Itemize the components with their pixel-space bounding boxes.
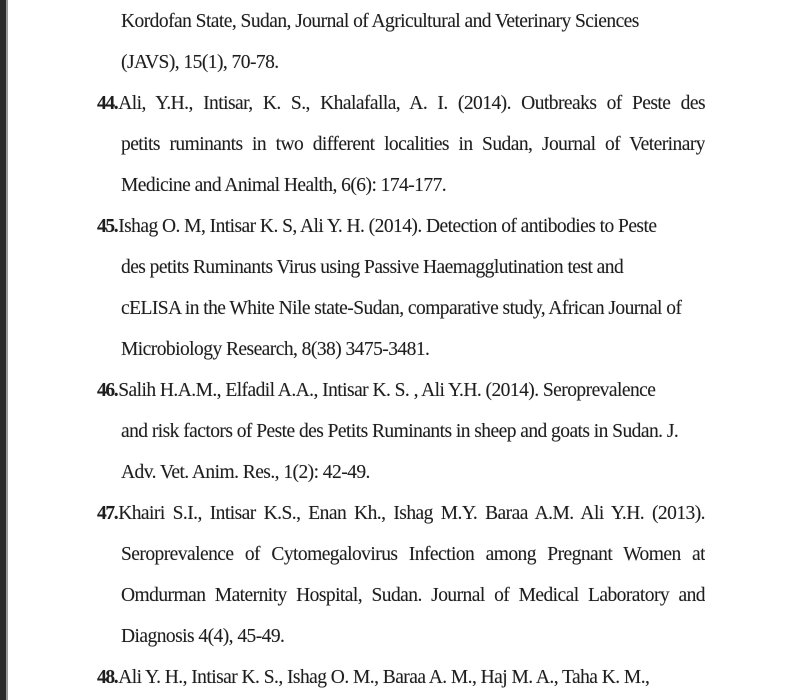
reference-text: Salih H.A.M., Elfadil A.A., Intisar K. S. , Ali Y.H. (2014). Seroprevalence [118,380,656,401]
reference-46-line-2: and risk factors of Peste des Petits Ruminants in sheep and goats in Sudan. J. [121,421,679,442]
reference-45-line-1 [97,215,705,239]
reference-47-line-4: Diagnosis 4(4), 45-49. [121,626,285,647]
reference-47-line-1 [97,502,705,526]
reference-continuation-line: (JAVS), 15(1), 70-78. [121,52,279,73]
reference-number: 46. [97,380,118,401]
reference-text: Khairi S.I., Intisar K.S., Enan Kh., Ishag M.Y. Baraa A.M. Ali Y.H. (2013). [118,503,705,524]
reference-number: 45. [97,216,118,237]
reference-46-line-1 [97,379,705,403]
reference-46-line-3: Adv. Vet. Anim. Res., 1(2): 42-49. [121,462,370,483]
reference-44-line-2: petits ruminants in two different localities in Sudan, Journal of Veterinary [121,134,705,155]
reference-44-line-3: Medicine and Animal Health, 6(6): 174-177. [121,175,447,196]
reference-number: 44. [97,93,118,114]
reference-text: Ishag O. M, Intisar K. S, Ali Y. H. (2014). Detection of antibodies to Peste [118,216,657,237]
reference-45-line-3: cELISA in the White Nile state-Sudan, comparative study, African Journal of [121,298,682,319]
reference-number: 47. [97,503,118,524]
reference-48-line-1 [97,666,705,690]
reference-45-line-2: des petits Ruminants Virus using Passive Haemagglutination test and [121,257,624,278]
reference-47-line-2: Seroprevalence of Cytomegalovirus Infection among Pregnant Women at [121,544,705,565]
reference-44-line-1 [97,92,705,116]
reference-45-line-4: Microbiology Research, 8(38) 3475-3481. [121,339,430,360]
reference-47-line-3: Omdurman Maternity Hospital, Sudan. Journal of Medical Laboratory and [121,585,705,606]
reference-text: Ali, Y.H., Intisar, K. S., Khalafalla, A. I. (2014). Outbreaks of Peste des [118,93,705,114]
reference-number: 48. [97,667,118,688]
reference-text: Ali Y. H., Intisar K. S., Ishag O. M., Baraa A. M., Haj M. A., Taha K. M., [118,667,650,688]
reference-continuation-line: Kordofan State, Sudan, Journal of Agricultural and Veterinary Sciences [121,11,639,32]
